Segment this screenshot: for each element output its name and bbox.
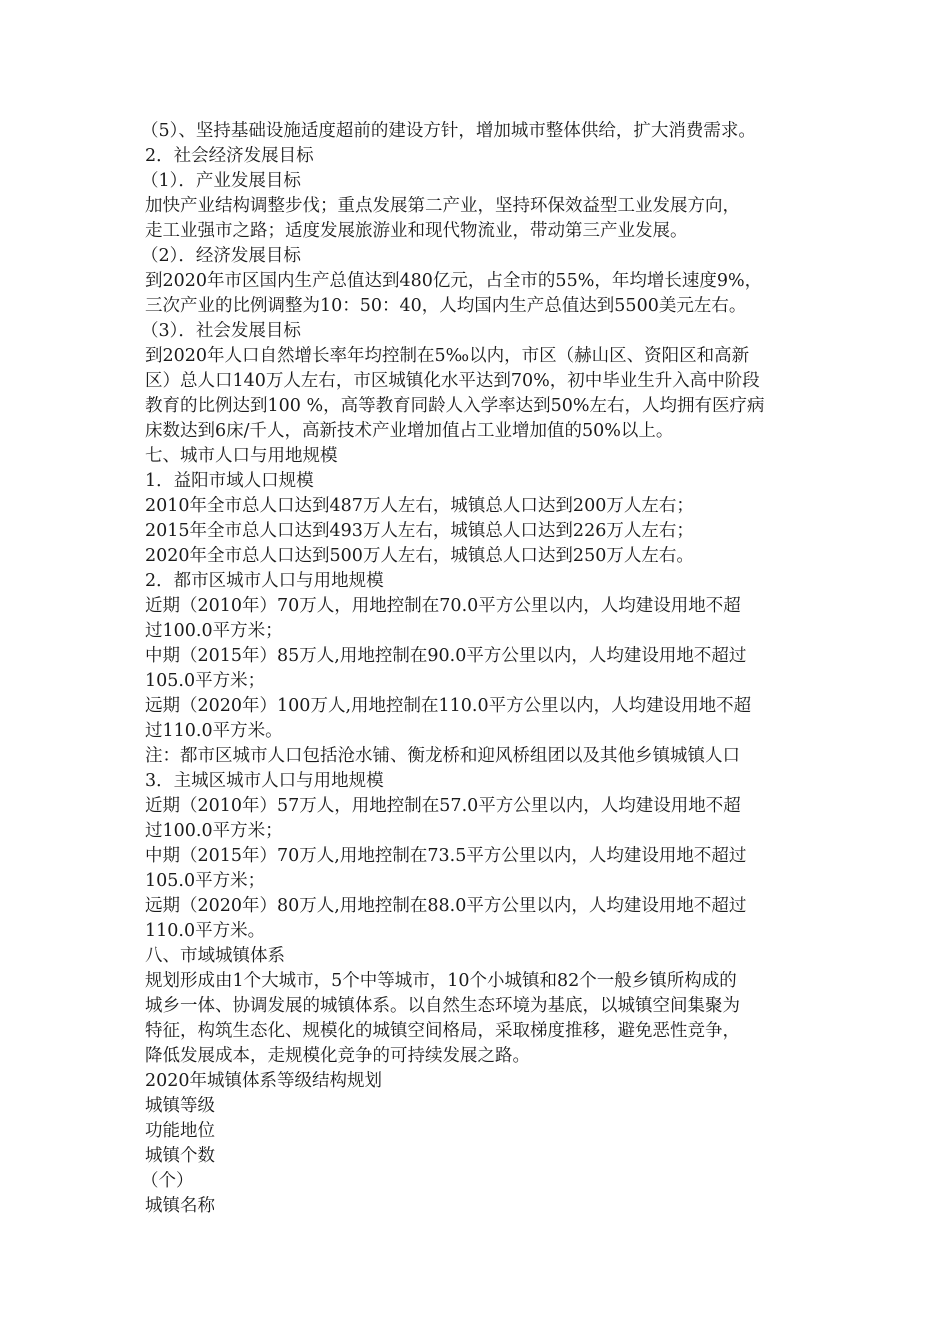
section-heading: 2．都市区城市人口与用地规模	[145, 571, 384, 591]
text-line: 床数达到6床/千人，高新技术产业增加值占工业增加值的50%以上。	[145, 421, 674, 441]
text-line: 加快产业结构调整步伐；重点发展第二产业，坚持环保效益型工业发展方向，	[145, 196, 740, 216]
section-heading: 3．主城区城市人口与用地规模	[145, 771, 384, 791]
table-header-cell: 功能地位	[145, 1121, 215, 1141]
text-line: 过100.0平方米；	[145, 821, 283, 841]
text-line: 近期（2010年）70万人，用地控制在70.0平方公里以内，人均建设用地不超	[145, 596, 741, 616]
note-line: 注：都市区城市人口包括沧水铺、衡龙桥和迎风桥组团以及其他乡镇城镇人口	[145, 746, 740, 766]
chapter-heading: 七、城市人口与用地规模	[145, 446, 338, 466]
text-line: 走工业强市之路；适度发展旅游业和现代物流业，带动第三产业发展。	[145, 221, 688, 241]
section-heading: 1．益阳市域人口规模	[145, 471, 314, 491]
document-page	[141, 119, 935, 1219]
text-line: 远期（2020年）100万人,用地控制在110.0平方公里以内，人均建设用地不超	[145, 696, 752, 716]
text-line: 中期（2015年）70万人,用地控制在73.5平方公里以内，人均建设用地不超过	[145, 846, 747, 866]
text-line: 规划形成由1个大城市，5个中等城市，10个小城镇和82个一般乡镇所构成的	[145, 971, 737, 991]
table-header-cell: 城镇名称	[145, 1196, 215, 1216]
text-line: 105.0平方米；	[145, 871, 266, 891]
text-line: 近期（2010年）57万人，用地控制在57.0平方公里以内，人均建设用地不超	[145, 796, 741, 816]
text-line: 2020年全市总人口达到500万人左右，城镇总人口达到250万人左右。	[145, 546, 694, 566]
text-line: 中期（2015年）85万人,用地控制在90.0平方公里以内，人均建设用地不超过	[145, 646, 747, 666]
text-line: 2015年全市总人口达到493万人左右，城镇总人口达到226万人左右；	[145, 521, 694, 541]
text-line: 区）总人口140万人左右，市区城镇化水平达到70%，初中毕业生升入高中阶段	[145, 371, 760, 391]
text-line: 城乡一体、协调发展的城镇体系。以自然生态环境为基底，以城镇空间集聚为	[145, 996, 740, 1016]
text-line: 过110.0平方米。	[145, 721, 283, 741]
text-line: （5）、坚持基础设施适度超前的建设方针，增加城市整体供给，扩大消费需求。	[141, 121, 756, 141]
text-line: 到2020年人口自然增长率年均控制在5‰以内，市区（赫山区、资阳区和高新	[145, 346, 750, 366]
text-line: 降低发展成本，走规模化竞争的可持续发展之路。	[145, 1046, 530, 1066]
text-line: 到2020年市区国内生产总值达到480亿元，占全市的55%，年均增长速度9%，	[145, 271, 763, 291]
chapter-heading: 八、市域城镇体系	[145, 946, 285, 966]
subsection-heading: （3）．社会发展目标	[141, 321, 301, 341]
text-line: 110.0平方米。	[145, 921, 266, 941]
text-line: 远期（2020年）80万人,用地控制在88.0平方公里以内，人均建设用地不超过	[145, 896, 747, 916]
table-title: 2020年城镇体系等级结构规划	[145, 1071, 383, 1091]
subsection-heading: （2）．经济发展目标	[141, 246, 301, 266]
table-header-cell: 城镇等级	[145, 1096, 215, 1116]
text-line: 2010年全市总人口达到487万人左右，城镇总人口达到200万人左右；	[145, 496, 694, 516]
section-heading: 2．社会经济发展目标	[145, 146, 314, 166]
text-line: 特征，构筑生态化、规模化的城镇空间格局，采取梯度推移，避免恶性竞争，	[145, 1021, 740, 1041]
text-line: 三次产业的比例调整为10：50：40，人均国内生产总值达到5500美元左右。	[145, 296, 747, 316]
text-line: 105.0平方米；	[145, 671, 266, 691]
text-line: 过100.0平方米；	[145, 621, 283, 641]
table-header-cell: （个）	[141, 1171, 194, 1191]
text-line: 教育的比例达到100 %，高等教育同龄人入学率达到50%左右，人均拥有医疗病	[145, 396, 765, 416]
subsection-heading: （1）．产业发展目标	[141, 171, 301, 191]
table-header-cell: 城镇个数	[145, 1146, 215, 1166]
